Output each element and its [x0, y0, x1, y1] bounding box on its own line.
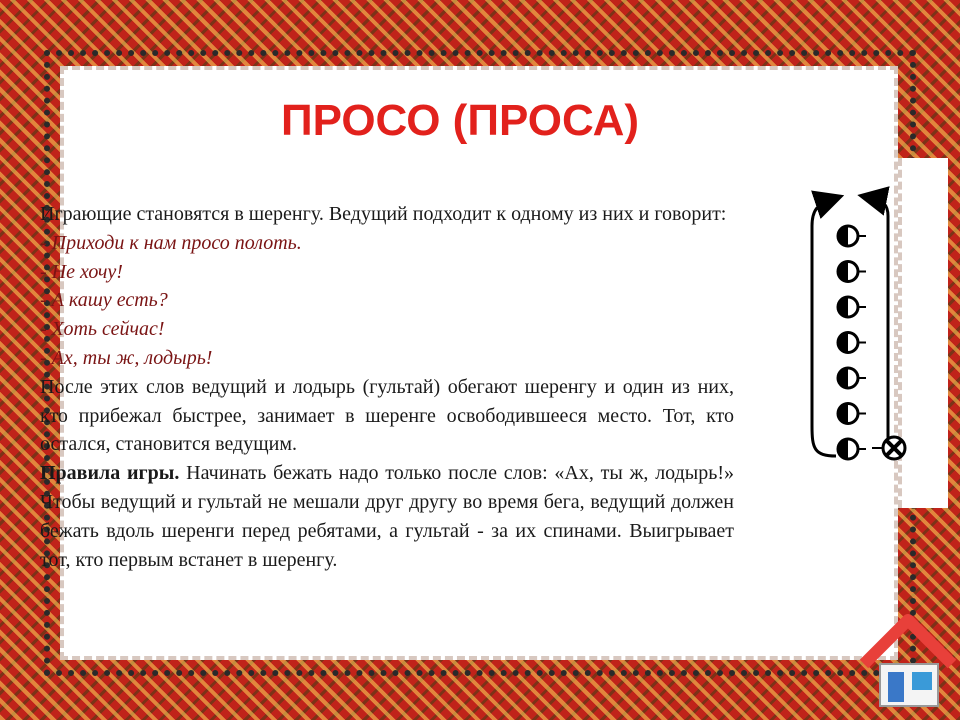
dialog-line: - Приходи к нам просо полоть.	[40, 231, 302, 254]
rules-label: Правила игры.	[40, 462, 180, 485]
leader-icon	[872, 437, 905, 459]
home-icon[interactable]	[858, 606, 958, 714]
game-description	[40, 200, 734, 574]
dialog-line: - Не хочу!	[40, 260, 123, 283]
player-icon	[838, 404, 866, 424]
rules-text: Начинать бежать надо только после слов: «Ах, ты ж, лодырь!» Чтобы ведущий и гультай не мешали друг другу во время бега, ведущий должен бежать вдоль шеренги перед ребятами, а гультай - за их спинами. Выигрывает тот, кто первым встанет в шеренгу.	[40, 462, 734, 571]
player-icon	[838, 439, 866, 459]
arrow-up-icon	[812, 200, 836, 456]
dialog-line: - Ах, ты ж, лодырь!	[40, 346, 213, 369]
dialog-line: - Хоть сейчас!	[40, 318, 165, 341]
dialog-line: - А кашу есть?	[40, 289, 168, 312]
paragraph-rules	[40, 459, 734, 574]
player-icon	[838, 297, 866, 317]
game-diagram	[800, 186, 920, 476]
player-icon	[838, 262, 866, 282]
arrow-up-icon	[872, 198, 888, 456]
paragraph-intro: Играющие становятся в шеренгу. Ведущий подходит к одному из них и говорит:	[40, 203, 727, 225]
player-icon	[838, 226, 866, 246]
player-icon	[838, 368, 866, 388]
paragraph-run: После этих слов ведущий и лодырь (гультай) обегают шеренгу и один из них, кто прибежал быстрее, занимает в шеренге освободившееся место. Тот, кто остался, становится ведущим.	[40, 375, 734, 456]
page-title: ПРОСО (ПРОСА)	[280, 96, 640, 145]
player-icon	[838, 333, 866, 353]
